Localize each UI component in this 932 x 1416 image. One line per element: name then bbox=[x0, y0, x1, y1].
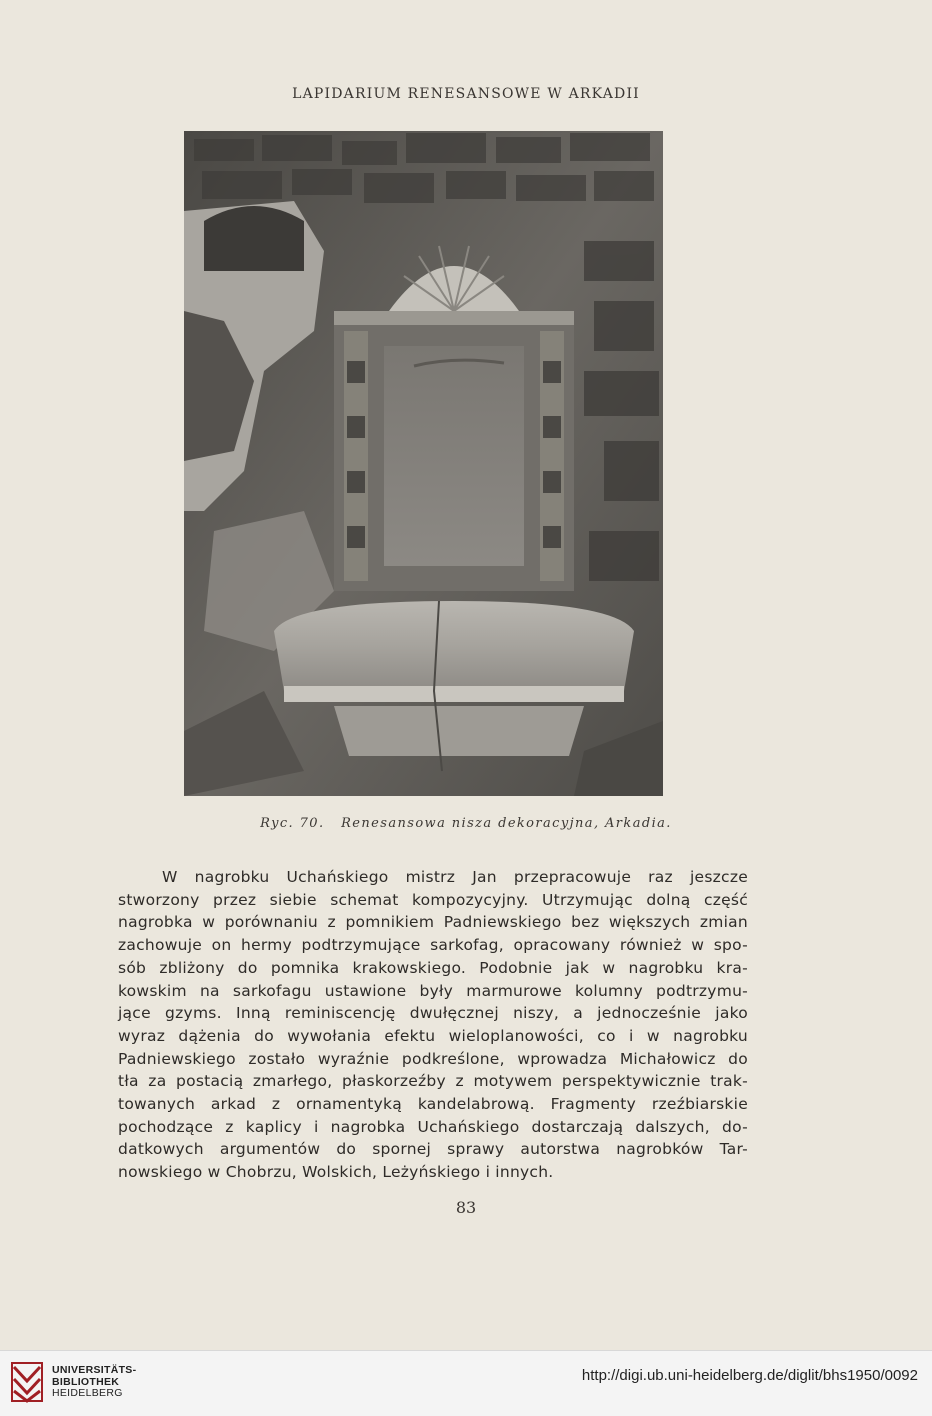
text-line: nowskiego w Chobrzu, Wolskich, Leżyńskiego i innych. bbox=[118, 1163, 554, 1182]
library-name bbox=[52, 1365, 136, 1400]
text-line: kowskim na sarkofagu ustawione były marmurowe kolumny podtrzymu- bbox=[118, 981, 748, 1000]
text-line: sób zbliżony do pomnika krakowskiego. Podobnie jak w nagrobku kra- bbox=[118, 958, 748, 977]
text-line: jące gzyms. Inną reminiscencję dwułęcznej niszy, a jednocześnie jako bbox=[118, 1004, 748, 1023]
page-number: 83 bbox=[455, 1198, 477, 1217]
library-line-2: BIBLIOTHEK bbox=[52, 1375, 120, 1388]
text-line: Padniewskiego zostało wyraźnie podkreślone, wprowadza Michałowicz do bbox=[118, 1049, 748, 1068]
text-line: stworzony przez siebie schemat kompozycyjny. Utrzymując dolną część bbox=[118, 890, 748, 909]
text-line: pochodzące z kaplicy i nagrobka Uchańskiego dostarczają dalszych, do- bbox=[118, 1117, 748, 1136]
text-line: zachowuje on hermy podtrzymujące sarkofag, opracowany również w spo- bbox=[118, 936, 748, 955]
text-line: wyraz dążenia do wywołania efektu wieloplanowości, co i w nagrobku bbox=[118, 1026, 748, 1045]
text-line: nagrobka w porównaniu z pomnikiem Padniewskiego bez większych zmian bbox=[118, 913, 748, 932]
university-library-logo-icon bbox=[10, 1361, 44, 1403]
library-line-1: UNIVERSITÄTS- bbox=[52, 1364, 137, 1376]
library-line-3: HEIDELBERG bbox=[52, 1387, 123, 1399]
caption-number: Ryc. 70. bbox=[260, 816, 325, 831]
figure-photo bbox=[184, 131, 663, 796]
running-head: LAPIDARIUM RENESANSOWE W ARKADII bbox=[292, 86, 640, 102]
body-paragraph bbox=[118, 866, 748, 1184]
text-line: W nagrobku Uchańskiego mistrz Jan przepracowuje raz jeszcze bbox=[162, 868, 748, 886]
renaissance-niche-photo bbox=[184, 131, 663, 796]
library-footer bbox=[0, 1350, 932, 1416]
figure-caption bbox=[0, 816, 932, 831]
text-line: datkowych argumentów do spornej sprawy autorstwa nagrobków Tar- bbox=[118, 1140, 748, 1159]
source-url-link[interactable]: http://digi.ub.uni-heidelberg.de/diglit/bhs1950/0092 bbox=[581, 1367, 918, 1384]
text-line: towanych arkad z ornamentyką kandelabrową. Fragmenty rzeźbiarskie bbox=[118, 1095, 748, 1114]
text-line: tła za postacią zmarłego, płaskorzeźby z motywem perspektywicznie trak- bbox=[118, 1072, 748, 1091]
caption-text: Renesansowa nisza dekoracyjna, Arkadia. bbox=[341, 816, 672, 831]
